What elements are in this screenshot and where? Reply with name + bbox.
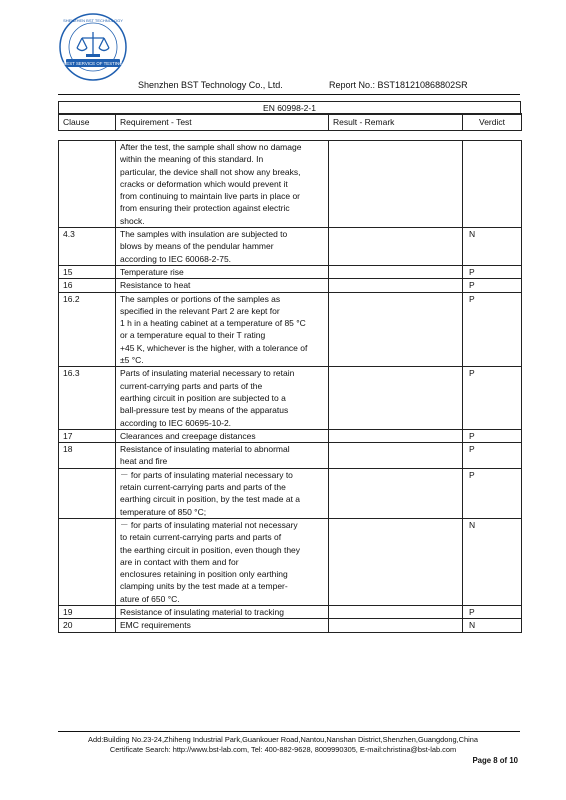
table-row [59,141,522,228]
header-divider [58,94,520,95]
requirement-line: blows by means of the pendular hammer [120,241,274,252]
column-header-table [58,113,522,131]
clause-cell: 20 [59,619,116,632]
col-verdict: Verdict [463,114,522,131]
verdict-cell: N [463,518,522,605]
verdict-cell: P [463,429,522,442]
requirement-line: +45 K, whichever is the higher, with a tolerance of [120,342,308,353]
requirement-line: or a temperature equal to their T rating [120,330,266,341]
table-row [59,518,522,605]
requirement-cell [116,619,329,632]
logo-banner-text: BEST SERVICE OF TESTING [63,61,123,66]
clause-cell: 17 [59,429,116,442]
table-row [59,228,522,266]
result-cell [329,228,463,266]
col-clause: Clause [59,114,116,131]
table-row [59,443,522,469]
clause-cell: 16.2 [59,292,116,367]
requirement-line: to retain current-carrying parts and parts of [120,532,282,543]
clause-cell [59,141,116,228]
requirement-cell [116,468,329,518]
requirement-line: EMC requirements [120,620,191,631]
clause-cell: 15 [59,265,116,278]
clause-cell [59,468,116,518]
requirement-line: Resistance of insulating material to tracking [120,606,284,617]
requirement-cell [116,605,329,618]
result-cell [329,141,463,228]
requirement-line: according to IEC 60695-10-2. [120,417,232,428]
verdict-cell: P [463,279,522,292]
clause-cell [59,518,116,605]
page-number: Page 8 of 10 [472,756,518,765]
verdict-cell: P [463,605,522,618]
table-row [59,468,522,518]
result-cell [329,518,463,605]
clause-cell: 16 [59,279,116,292]
verdict-cell: P [463,367,522,429]
requirement-cell [116,518,329,605]
clause-cell: 4.3 [59,228,116,266]
company-logo [58,12,128,82]
verdict-cell: P [463,468,522,518]
header-report-no: Report No.: BST181210868802SR [329,80,468,90]
requirement-line: earthing circuit in position are subjected to a [120,392,286,403]
footer-address: Add:Building No.23-24,Zhiheng Industrial Park,Guankouer Road,Nantou,Nanshan District,Shenzhen,Guangdong,China [88,735,478,744]
verdict-cell: P [463,265,522,278]
footer-contact: Certificate Search: http://www.bst-lab.com, Tel: 400-882-9628, 8009990305, E-mail:christina@bst-lab.com [109,745,457,754]
requirement-line: retain current-carrying parts and parts of the [120,482,286,493]
requirement-line: from continuing to maintain live parts in place or [120,191,301,202]
result-cell [329,468,463,518]
requirement-cell [116,141,329,228]
table-row [59,367,522,429]
requirement-line: cracks or deformation which would prevent it [120,178,288,189]
result-cell [329,605,463,618]
verdict-cell: N [463,228,522,266]
requirement-line: Resistance of insulating material to abnormal [120,444,290,455]
requirement-line: current-carrying parts and parts of the [120,380,263,391]
requirement-cell [116,279,329,292]
requirement-line: Parts of insulating material necessary to retain [120,368,295,379]
requirement-line: are in contact with them and for [120,556,239,567]
requirement-line: temperature of 850 °C; [120,506,207,517]
requirement-cell [116,443,329,469]
clause-table [58,140,522,633]
requirement-line: ature of 650 °C. [120,593,180,604]
result-cell [329,265,463,278]
requirement-line: ball-pressure test by means of the apparatus [120,405,289,416]
footer-divider [58,731,520,732]
header-company: Shenzhen BST Technology Co., Ltd. [138,80,283,90]
col-requirement: Requirement - Test [116,114,329,131]
requirement-cell [116,429,329,442]
table-row [59,265,522,278]
requirement-line: ±5 °C. [120,355,144,366]
table-row [59,605,522,618]
clause-cell: 16.3 [59,367,116,429]
requirement-line: shock. [120,215,145,226]
table-row [59,279,522,292]
requirement-line: Temperature rise [120,266,184,277]
requirement-line: particular, the device shall not show any breaks, [120,166,301,177]
requirement-line: After the test, the sample shall show no damage [120,142,302,152]
requirement-line: － for parts of insulating material not necessary [120,519,298,530]
requirement-cell [116,228,329,266]
requirement-line: clamping units by the test made at a temper- [120,581,288,592]
table-row [59,429,522,442]
verdict-cell: P [463,292,522,367]
requirement-line: 1 h in a heating cabinet at a temperature of 85 °C [120,318,306,329]
logo-arc-text: SHENZHEN BST TECHNOLOGY [63,18,123,23]
result-cell [329,279,463,292]
result-cell [329,367,463,429]
requirement-line: from ensuring their protection against electric [120,203,290,214]
requirement-line: the earthing circuit in position, even though they [120,544,301,555]
requirement-line: Clearances and creepage distances [120,430,256,441]
clause-cell: 19 [59,605,116,618]
requirement-line: enclosures retaining in position only earthing [120,569,288,580]
result-cell [329,429,463,442]
clause-table-body [59,141,522,633]
table-row [59,292,522,367]
standard-title: EN 60998-2-1 [59,102,521,115]
requirement-line: within the meaning of this standard. In [120,154,264,165]
requirement-line: according to IEC 60068-2-75. [120,253,232,264]
requirement-line: Resistance to heat [120,280,191,291]
clause-cell: 18 [59,443,116,469]
requirement-line: earthing circuit in position, by the test made at a [120,494,301,505]
result-cell [329,292,463,367]
verdict-cell: N [463,619,522,632]
verdict-cell: P [463,443,522,469]
requirement-line: specified in the relevant Part 2 are kept for [120,305,280,316]
col-result: Result - Remark [329,114,463,131]
requirement-cell [116,265,329,278]
requirement-line: The samples or portions of the samples as [120,293,281,304]
table-row [59,619,522,632]
result-cell [329,619,463,632]
requirement-cell [116,292,329,367]
result-cell [329,443,463,469]
requirement-cell [116,367,329,429]
verdict-cell [463,141,522,228]
requirement-line: The samples with insulation are subjected to [120,229,288,240]
requirement-line: － for parts of insulating material necessary to [120,469,293,480]
requirement-line: heat and fire [120,456,168,467]
